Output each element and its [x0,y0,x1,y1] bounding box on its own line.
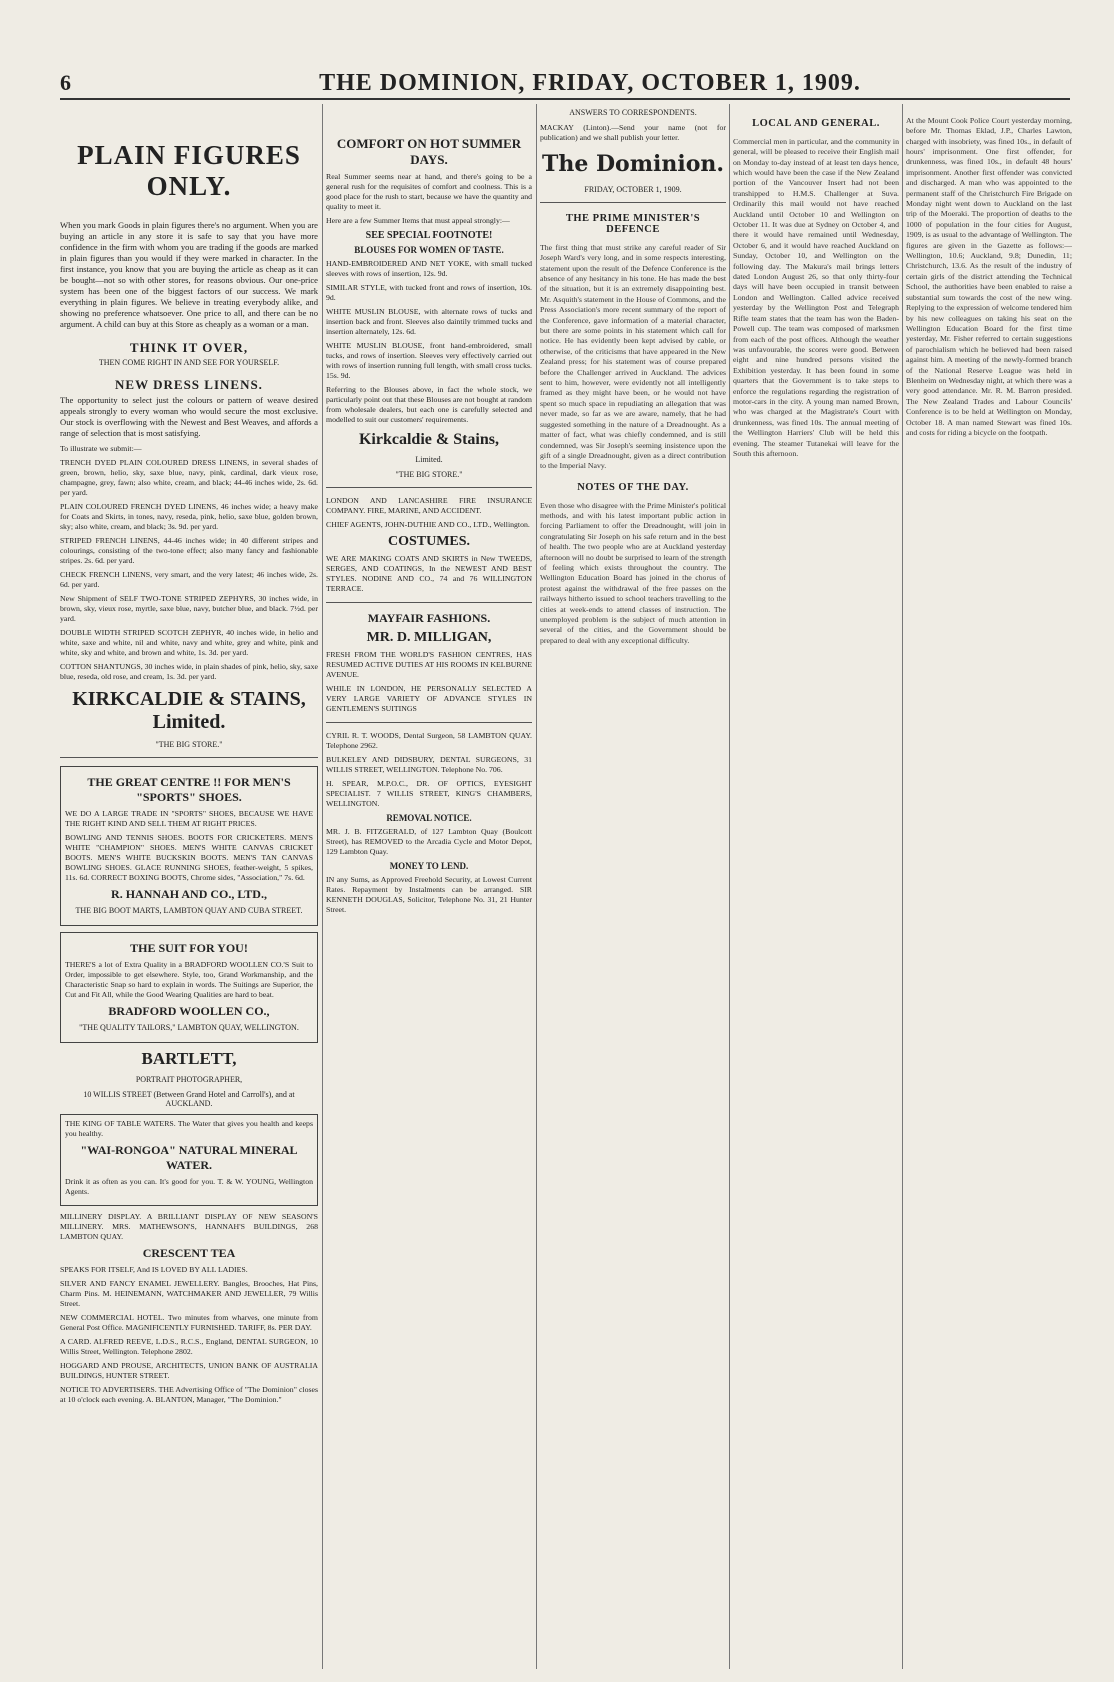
divider [326,722,532,723]
divider [326,602,532,603]
linen-item: New Shipment of SELF TWO-TONE STRIPED ZEPHYRS, 30 inches wide, in brown, sky, vieux rose, myrtle, saxe blue, navy, butcher blue, and black. 7½d. per yard. [60,594,318,623]
insurance-sub: CHIEF AGENTS, JOHN-DUTHIE AND CO., LTD., Wellington. [326,520,530,529]
bartlett-sub: PORTRAIT PHOTOGRAPHER, [135,1075,243,1084]
hannah-name: R. HANNAH AND CO., LTD., [111,887,267,901]
column-rule [536,104,537,1669]
wairongoa-name: "WAI-RONGOA" NATURAL MINERAL WATER. [80,1143,298,1172]
mayfair-title: MAYFAIR FASHIONS. [367,611,491,625]
dateline: FRIDAY, OCTOBER 1, 1909. [584,185,682,194]
shoe-headline: THE GREAT CENTRE !! FOR MEN'S "SPORTS" SHOES. [87,775,291,804]
footnote-callout: SEE SPECIAL FOOTNOTE! [365,230,493,241]
column-rule [902,104,903,1669]
notes-title: NOTES OF THE DAY. [577,481,689,493]
shoe-ad [60,766,318,926]
dress-intro: The opportunity to select just the colours or pattern of weave desired appeals strongly to every woman who would secure the most exclusive. Our stock is overflowing with the Newest and Best Weaves, and affords a range of selection that is most satisfying. [60,395,318,438]
dentist-card: A CARD. ALFRED REEVE, L.D.S., R.C.S., England, DENTAL SURGEON, 10 Willis Street, Wellington. Telephone 2802. [60,1337,318,1356]
divider [326,487,532,488]
milligan-text: FRESH FROM THE WORLD'S FASHION CENTRES, HAS RESUMED ACTIVE DUTIES AT HIS ROOMS IN KELBURNE AVENUE. [326,650,532,679]
store-sub: "THE BIG STORE." [155,740,223,749]
bradford-name: BRADFORD WOOLLEN CO., [108,1004,270,1018]
local-general-title: LOCAL AND GENERAL. [752,118,880,129]
plain-figures-heading: PLAIN FIGURES ONLY. [77,140,301,201]
shoe-list: BOWLING AND TENNIS SHOES. BOOTS FOR CRICKETERS. MEN'S WHITE "CHAMPION" SHOES. MEN'S WHITE CANVAS CRICKET BOOTS. MEN'S WHITE BUCKSKIN BOOTS. MEN'S TAN CANVAS BOWLING SHOES. GLACE RUNNING SHOES, feather-weight, 5 spikes, 11s. 6d. CORRECT BOXING BOOTS, Chrome sides, "Association," 7s. 6d. [65,833,313,882]
blouse-item: WHITE MUSLIN BLOUSE, front hand-embroidered, small tucks, and rows of insertion. Sleeves very effectively carried out with rows of insertion running full length, with small cross tucks. 15s. 9d. [326,341,532,380]
bradford-sub: "THE QUALITY TAILORS," LAMBTON QUAY, WELLINGTON. [79,1023,299,1032]
illustrate-line: To illustrate we submit:— [60,444,142,453]
money-title: MONEY TO LEND. [389,861,469,871]
woods-ad: CYRIL R. T. WOODS, Dental Surgeon, 58 LAMBTON QUAY. Telephone 2962. [326,731,532,750]
advertisers-notice: NOTICE TO ADVERTISERS. THE Advertising Office of "The Dominion" closes at 10 o'clock each evening. A. BLANTON, Manager, "The Dominion." [60,1385,318,1404]
shoe-note: WE DO A LARGE TRADE IN "SPORTS" SHOES, BECAUSE WE HAVE THE RIGHT KIND AND SELL THEM AT RIGHT PRICES. [65,809,313,828]
insurance-ad: LONDON AND LANCASHIRE FIRE INSURANCE COMPANY. FIRE, MARINE, AND ACCIDENT. [326,496,532,515]
notes-body: Even those who disagree with the Prime Minister's political methods, and with his latest important public action in forcing Parliament to offer the Dreadnought, will join in congratulating Sir Joseph on his safe return and in the best of health. The two people who are at Auckland yesterday afternoon will no doubt be surprised to learn of the strength of feeling which exists throughout the country. The Wellington Education Board has joined in the chorus of protest against the withdrawal of the free passes on the railways hitherto issued to school teachers travelling to the cities at week-ends to attend classes of instruction. The unemployed problem is the subject of much attention in several of the cities, and the Government should be prepared to deal with any exceptional difficulty. [540,500,726,645]
column-2 [326,108,532,1668]
blouse-item: SIMILAR STYLE, with tucked front and rows of insertion, 10s. 9d. [326,283,532,302]
column-3 [540,108,726,1668]
column-rule [729,104,730,1669]
column-5 [906,108,1072,1668]
divider [60,757,318,758]
suit-text: THERE'S a lot of Extra Quality in a BRADFORD WOOLLEN CO.'S Suit to Order, impossible to get elsewhere. Style, too, Grand Workmanship, and the Characteristic Snap so hard to explain in words. The Suitings are Superior, the Cut and Fit All, while the Good Wearing Qualities are hard to beat. [65,960,313,999]
comfort-more: Here are a few Summer Items that must appeal strongly:— [326,216,510,225]
tea-name: CRESCENT TEA [142,1246,236,1260]
store-name: Kirkcaldie & Stains, [358,431,499,448]
blouse-item: HAND-EMBROIDERED AND NET YOKE, with small tucked sleeves with rows of insertion, 12s. 9d. [326,259,532,278]
costumes-title: COSTUMES. [387,534,471,549]
think-title: THINK IT OVER, [129,340,249,355]
store-ltd: Limited. [415,455,443,464]
water-lead: THE KING OF TABLE WATERS. The Water that gives you health and keeps you healthy. [65,1119,313,1138]
suit-ad [60,932,318,1043]
blouses-title: BLOUSES FOR WOMEN OF TASTE. [354,245,504,255]
linen-item: PLAIN COLOURED FRENCH DYED LINENS, 46 inches wide; a heavy make for Coats and Skirts, in tones, navy, reseda, pink, helio, saxe blue, golden brown, sky; also white, cream, and black; 3s. 9d. per yard. [60,502,318,531]
dress-title: NEW DRESS LINENS. [115,377,263,392]
column-1 [60,108,318,1668]
bartlett-addr: 10 WILLIS STREET (Between Grand Hotel and Carroll's), and at AUCKLAND. [83,1090,295,1108]
linen-item: COTTON SHANTUNGS, 30 inches wide, in plain shades of pink, helio, sky, saxe blue, reseda, old rose, and cream, 1s. 3d. per yard. [60,662,318,681]
divider [540,202,726,203]
silver-ad: SILVER AND FANCY ENAMEL JEWELLERY. Bangles, Brooches, Hat Pins, Charm Pins. M. HEINEMANN, WATCHMAKER AND JEWELLER, 79 Willis Street. [60,1279,318,1308]
spear-ad: H. SPEAR, M.P.O.C., DR. OF OPTICS, EYESIGHT SPECIALIST. 7 WILLIS STREET, KING'S CHAMBERS, WELLINGTON. [326,779,532,808]
page-title: THE DOMINION, FRIDAY, OCTOBER 1, 1909. [319,70,861,96]
page-number: 6 [60,70,71,95]
local-general-body: Commercial men in particular, and the community in general, will be pleased to receive their English mail on Monday to-day instead of at least ten days hence, which would have been the case if the New Zealand portion of the Vancouver Insert had not been transhipped to H.M.S. Challenger at Suva. Ordinarily this mail would not have reached Auckland until October 10 and Wellington on October 11. It was due at Sydney on October 4, and there it would have remained until Wednesday, October 6, and it would have reached Auckland on Sunday, October 10, and Wellington on the following day. The Makura's mail brings letters dated London August 26, so that only thirty-four days will have been occupied in transit between London and Wellington. Called advice received yesterday by the Wellington Post and Telegraph Rifle team states that the team has won the Baden-Powell cup. The team was composed of marksmen from each of the post offices. Although the weather was unfavourable, the scores were good. Between eight and nine hundred persons visited the Exhibition yesterday. It has been found in some quarters that the Government is to take steps to enforce the regulations regarding the registration of motor-cars in the city. A young man named Brown, who was charged at the Magistrate's Court with drunkenness, was fined 10s. The annual meeting of the Wellington Harriers' Club will be held this evening. The steamer Tutanekai will leave for the South this afternoon. [733,136,899,458]
court-news-body: At the Mount Cook Police Court yesterday morning, before Mr. Thomas Eklad, J.P., Charles Lawton, charged with insobriety, was fined 10s., in default of hours' imprisonment. One first offender, for drunkenness, was fined 10s., in default 48 hours' imprisonment. Another first offender was convicted and discharged. A man who was appointed to the permanent staff of the Christchurch Fire Brigade on Monday night went down to Auckland on the last trip of the Moeraki. The proportion of deaths to the 1000 of population in the four cities for August, 1909, is as usual to the advantage of Wellington. The figures are given in the Gazette as follows:—Wellington, 10.6; Auckland, 9.8; Dunedin, 11; Christchurch, 13.6. As the result of the industry of certain girls of the district attending the Technical School, the authorities have been enabled to raise a substantial sum towards the cost of the new wing. Replying to the expression of welcome tendered him by his new colleagues on taking his seat on the Wellington Education Board for the first time yesterday, Mr. Fisher referred to certain suggestions of parochialism which he believed had been raised against him. A meeting of the newly-formed branch of the National Reserve League was held in Blenheim on Wednesday night, at which there was a very good attendance. Mr. R. M. Barron presided. The New Zealand Trades and Labour Councils' Conference is to be held at Wellington on Monday, October 18. A man named Stewart was fined 10s. and costs for riding a bicycle on the footpath. [906,115,1072,437]
milligan-more: WHILE IN LONDON, HE PERSONALLY SELECTED A VERY LARGE VARIETY OF ADVANCE STYLES IN GENTLEMEN'S SUITINGS [326,684,532,713]
plain-figures-intro: When you mark Goods in plain figures there's no argument. When you are buying an article in any store it is safe to say that you have more confidence in the firm with whom you are trading if the goods are marked in plain figures than you would if they were marked in character. In the first instance, you know that you are buying the article as cheap as it can be bought—not so with other stores, for reasons obvious. Our one-price system has been one of the biggest factors of our success. We mark everything in plain figures. We believe in treating everybody alike, and showing no preference whatsoever. One price to all, and there can be no argument. A child can buy at this Store as cheaply as a woman or a man. [60,220,318,329]
comfort-intro: Real Summer seems near at hand, and there's going to be a general rush for the requisites of comfort and coolness. This is a good place for the rush to start, because we have the quantity and quality to meet it. [326,172,532,211]
removal-title: REMOVAL NOTICE. [386,813,472,823]
milligan-name: MR. D. MILLIGAN, [366,630,492,645]
bulkeley-ad: BULKELEY AND DIDSBURY, DENTAL SURGEONS, 31 WILLIS STREET, WELLINGTON. Telephone No. 706. [326,755,532,774]
linen-item: TRENCH DYED PLAIN COLOURED DRESS LINENS, in several shades of green, brown, helio, sky, saxe blue, navy, pink, cardinal, dark vieux rose, champagne, grey, fawn; also white, cream, and black; 44-46 inches wide, 2s. 6d. per yard. [60,458,318,497]
comfort-title: COMFORT ON HOT SUMMER DAYS. [336,136,522,167]
masthead [60,70,1070,100]
linen-item: CHECK FRENCH LINENS, very smart, and the very latest; 46 inches wide, 2s. 6d. per yard. [60,570,318,589]
nameplate: The Dominion. [541,151,725,177]
store-name: KIRKCALDIE & STAINS, Limited. [72,688,306,733]
tea-sub: SPEAKS FOR ITSELF, And IS LOVED BY ALL LADIES. [60,1265,248,1274]
hannah-sub: THE BIG BOOT MARTS, LAMBTON QUAY AND CUBA STREET. [75,906,303,915]
water-ad [60,1114,318,1206]
costumes-text: WE ARE MAKING COATS AND SKIRTS in New TWEEDS, SERGES, AND COATINGS, In the NEWEST AND BEST STYLES. NODINE AND CO., 74 and 76 WILLINGTON TERRACE. [326,554,532,593]
column-4 [733,108,899,1668]
millinery-ad: MILLINERY DISPLAY. A BRILLIANT DISPLAY OF NEW SEASON'S MILLINERY. MRS. MATHEWSON'S, HANNAH'S BUILDINGS, 268 LAMBTON QUAY. [60,1212,318,1241]
answers-text: MACKAY (Linton).—Send your name (not for publication) and we shall publish your letter. [540,123,726,142]
column-rule [322,104,323,1669]
think-sub: THEN COME RIGHT IN AND SEE FOR YOURSELF. [98,358,280,367]
linen-item: STRIPED FRENCH LINENS, 44-46 inches wide; in 40 different stripes and colourings, consisting of the two-tone effect; also many fancy and fashionable stripes. 2s. 6d. per yard. [60,536,318,565]
editorial-body: The first thing that must strike any careful reader of Sir Joseph Ward's very long, and in some respects interesting, statement upon the result of the Defence Conference is the absence of any hesitancy in his tone. He has made the best of the situation, but it is an extremely disappointing best. Mr. Asquith's statement in the House of Commons, and the Press Association's more recent summary of the report of the Conference, gave information of a material character, but there are some points in his statement which call for notice. He has evidently been kept advised by cable, or otherwise, of the criticisms that have appeared in the New Zealand press; for his statement was of course prepared before the Challenger arrived in Auckland. The advices sent to him, however, were evidently not all intelligently framed as they might have been, or he would not have spent so much space in repudiating an allegation that was never made, so far as we are aware, namely, that he had suggested something in the nature of a Dreadnought. As a matter of fact, what was chiefly condemned, and is still condemned, was Sir Joseph's seeming insistence upon the gift of a single Dreadnought, given as a direct contribution to the Imperial Navy. [540,242,726,471]
bartlett-name: BARTLETT, [141,1049,237,1068]
answers-title: ANSWERS TO CORRESPONDENTS. [569,108,697,117]
linen-item: DOUBLE WIDTH STRIPED SCOTCH ZEPHYR, 40 inches wide, in helio and white, saxe and white, nil and white, navy and white, grey and white, pink and white, sky and white, and brown and white, 1s. 3d. per yard. [60,628,318,657]
editorial-headline: THE PRIME MINISTER'S DEFENCE [565,213,701,235]
removal-text: MR. J. B. FITZGERALD, of 127 Lambton Quay (Boulcott Street), has REMOVED to the Arcadia Cycle and Motor Depot, 129 Lambton Quay. [326,827,532,856]
blouse-note: Referring to the Blouses above, in fact the whole stock, we particularly point out that these Blouses are not bought at random from wholesale dealers, but each one is carefully selected and modelled to suit our customers' requirements. [326,385,532,424]
hotel-ad: NEW COMMERCIAL HOTEL. Two minutes from wharves, one minute from General Post Office. MAGNIFICENTLY FURNISHED. TARIFF, 8s. PER DAY. [60,1313,318,1332]
money-text: IN any Sums, as Approved Freehold Security, at Lowest Current Rates. Repayment by Instalments can be arranged. SIR KENNETH DOUGLAS, Solicitor, Telephone No. 31, 21 Hunter Street. [326,875,532,914]
store-sub: "THE BIG STORE." [395,470,463,479]
blouse-item: WHITE MUSLIN BLOUSE, with alternate rows of tucks and insertion back and front. Sleeves also daintily trimmed tucks and insertion alternately, 12s. 6d. [326,307,532,336]
suit-title: THE SUIT FOR YOU! [130,941,248,955]
wairongoa-sub: Drink it as often as you can. It's good for you. T. & W. YOUNG, Wellington Agents. [65,1177,313,1196]
architects-ad: HOGGARD AND PROUSE, ARCHITECTS, UNION BANK OF AUSTRALIA BUILDINGS, HUNTER STREET. [60,1361,318,1380]
